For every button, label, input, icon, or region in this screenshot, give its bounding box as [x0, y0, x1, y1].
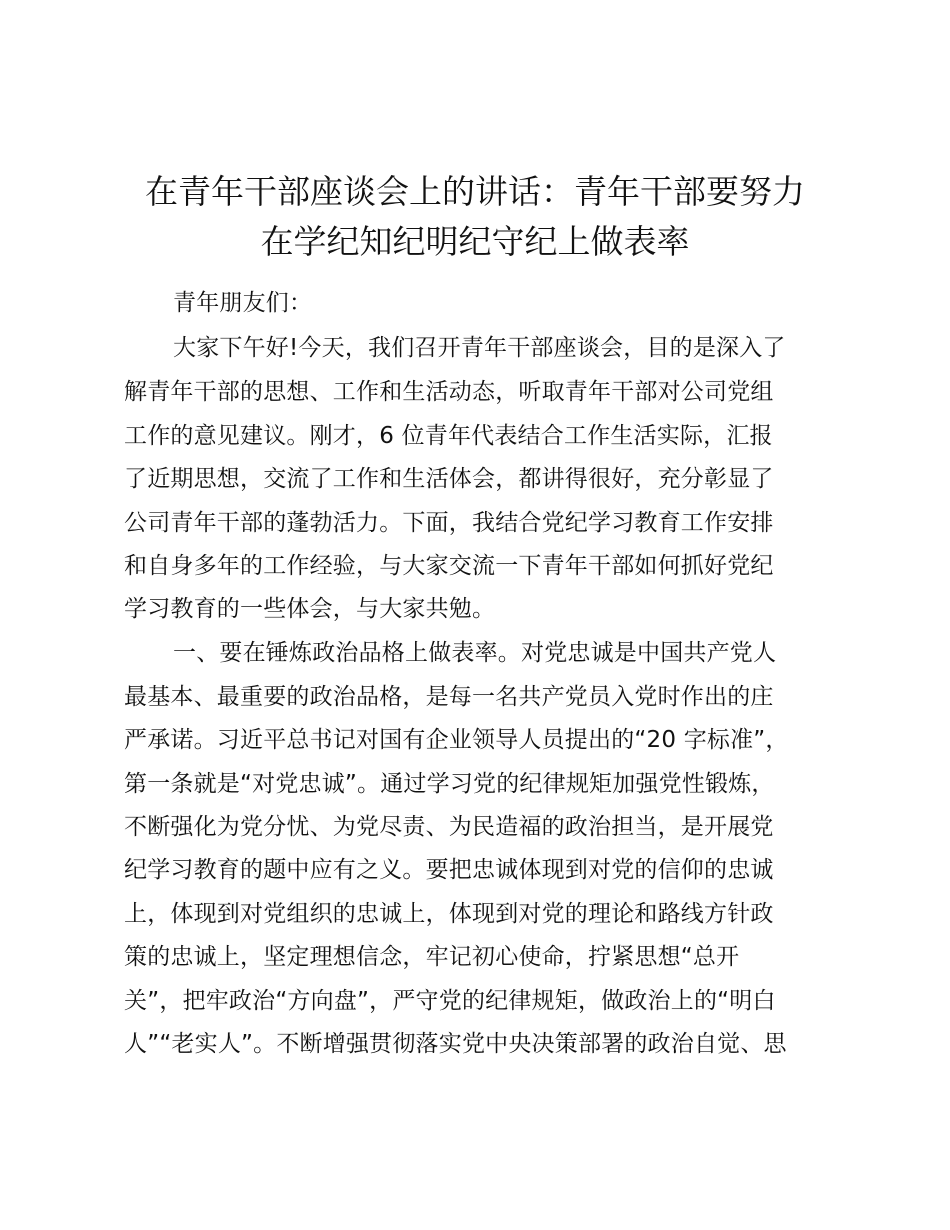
paragraph-line: 工作的意见建议。刚才，6 位青年代表结合工作生活实际，汇报 — [124, 423, 773, 449]
document-title-line-2: 在学纪知纪明纪守纪上做表率 — [260, 222, 690, 261]
paragraph-line: 和自身多年的工作经验，与大家交流一下青年干部如何抓好党纪 — [124, 553, 774, 579]
paragraph-line: 最基本、最重要的政治品格，是每一名共产党员入党时作出的庄 — [124, 684, 774, 710]
paragraph-line: 纪学习教育的题中应有之义。要把忠诚体现到对党的信仰的忠诚 — [124, 857, 774, 883]
paragraph-line: 了近期思想，交流了工作和生活体会，都讲得很好，充分彰显了 — [124, 466, 774, 492]
document-title-line-1: 在青年干部座谈会上的讲话：青年干部要努力 — [145, 172, 805, 211]
paragraph-line: 大家下午好!今天，我们召开青年干部座谈会，目的是深入了 — [173, 335, 786, 361]
paragraph-line: 不断强化为党分忧、为党尽责、为民造福的政治担当，是开展党 — [124, 814, 774, 840]
paragraph-line: 策的忠诚上，坚定理想信念，牢记初心使命，拧紧思想“总开 — [124, 944, 740, 970]
salutation: 青年朋友们： — [173, 290, 313, 316]
paragraph-line: 上，体现到对党组织的忠诚上，体现到对党的理论和路线方针政 — [124, 901, 774, 927]
section-heading-line: 一、要在锤炼政治品格上做表率。对党忠诚是中国共产党人 — [173, 640, 777, 666]
paragraph-line: 第一条就是“对党忠诚”。通过学习党的纪律规矩加强党性锻炼， — [124, 771, 775, 797]
paragraph-line: 公司青年干部的蓬勃活力。下面，我结合党纪学习教育工作安排 — [124, 510, 774, 536]
paragraph-line: 关”，把牢政治“方向盘”，严守党的纪律规矩，做政治上的“明白 — [124, 988, 776, 1014]
paragraph-line: 严承诺。习近平总书记对国有企业领导人员提出的“20 字标准”， — [124, 727, 789, 753]
paragraph-line: 解青年干部的思想、工作和生活动态，听取青年干部对公司党组 — [124, 379, 774, 405]
paragraph-line: 学习教育的一些体会，与大家共勉。 — [124, 596, 496, 622]
paragraph-line: 人”“老实人”。不断增强贯彻落实党中央决策部署的政治自觉、思 — [124, 1031, 787, 1057]
